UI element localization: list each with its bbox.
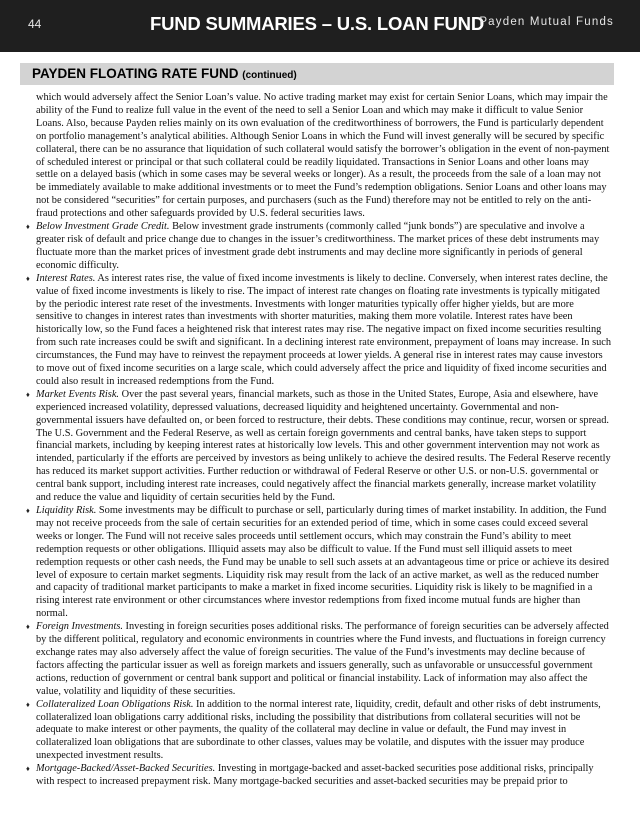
body-text [36, 92, 612, 789]
continued-label: (continued) [242, 70, 297, 81]
risk-text: Investing in foreign securities poses additional risks. The performance of foreign securities can be adversely affected by the different political, regulatory and economic environments in countries where the Fund invests, and fluctuations in foreign currency exchange rates may also adversely affect the value of foreign securities. The value of the Fund’s investments may decline because of factors affecting the particular issuer as well as foreign markets and issuers generally, such as unfavorable or unsuccessful government actions, reduction of government or central bank support and political or financial instability. Lack of information may also affect the value, volatility and liquidity of these securities. [36, 621, 609, 697]
risk-item-mbs-abs [36, 763, 612, 789]
risk-heading: Market Events Risk. [36, 388, 120, 400]
risk-heading: Collateralized Loan Obligations Risk. [36, 698, 194, 710]
risk-heading: Foreign Investments. [36, 621, 123, 633]
risk-heading: Below Investment Grade Credit. [36, 221, 170, 233]
risk-item-below-investment-grade [36, 221, 612, 273]
risk-text: Below investment grade instruments (commonly called “junk bonds”) are speculative and involve a greater risk of default and price change due to changes in the issuer’s creditworthiness. The market prices of these debt instruments may fluctuate more than the market prices of investment grade debt instruments and may decline more significantly in periods of general economic difficulty. [36, 221, 600, 271]
intro-paragraph: which would adversely affect the Senior Loan’s value. No active trading market may exist for certain Senior Loans, which may impair the ability of the Fund to realize full value in the event of the need to sell a Senior Loan and which may make it difficult to value Senior Loans. Also, because Payden relies mainly on its own evaluation of the creditworthiness of borrowers, the Fund is particularly dependent on portfolio management’s analytical abilities. Although Senior Loans in which the Fund will invest generally will be secured by specific collateral, there can be no assurance that liquidation of such collateral would satisfy the borrower’s obligation in the event of non-payment of scheduled interest or principal or that such collateral could be readily liquidated. Transactions in Senior Loans and other loans may settle on a delayed basis (which in some cases may be several weeks or longer). As a result, the proceeds from the sale of a loan may not be immediately available to make additional investments or to meet the Fund’s redemption obligations. Senior Loans and other loans may not be considered “securities” for certain purposes, and purchasers (such as the Fund) therefore may not be entitled to rely on the anti-fraud protections and other safeguards provided by U.S. federal securities laws. [36, 92, 610, 220]
risk-text: Investing in mortgage-backed and asset-backed securities pose additional risks, principally with respect to increased prepayment risk. Many mortgage-backed securities and asset-backed securities may be prepaid prior to [36, 763, 594, 788]
section-title [32, 66, 297, 81]
risk-heading: Liquidity Risk. [36, 505, 97, 516]
risk-text: Over the past several years, financial markets, such as those in the United States, Europe, Asia and elsewhere, have experienced increased volatility, depressed valuations, decreased liquidity and heightened uncertainty. Governmental and non-governmental issuers have defaulted on, or been forced to restructure, their debts. These conditions may continue, recur, worsen or spread. The U.S. Government and the Federal Reserve, as well as certain foreign governments and central banks, have taken steps to support financial markets, including by keeping interest rates at historically low levels. This and other government intervention may not work as intended, particularly if the efforts are perceived by investors as being unlikely to achieve the desired results. The Federal Reserve recently has reduced its market support activities. Further reduction or withdrawal of Federal Reserve or other U.S. or non-U.S. governmental or central bank support, including interest rate increases, could negatively affect the financial markets generally, increase market volatility and reduce the value and liquidity of certain securities held by the Fund. [36, 388, 611, 504]
risk-item-clo [36, 699, 612, 764]
risk-text: As interest rates rise, the value of fixed income investments is likely to decline. Conversely, when interest rates decline, the value of fixed income investments is likely to rise. The impact of interest rate changes on floating rate investments is typically mitigated by the periodic interest rate reset of the investments. Investments with longer maturities typically offer higher yields, but are more sensitive to changes in interest rates than investments with shorter maturities, making them more volatile. Interest rates have been historically low, so the Fund faces a heightened risk that interest rates may rise. The negative impact on fixed income securities resulting from such rate increases could be swift and significant. In a declining interest rate environment, prepayment of loans may increase. In such circumstances, the Fund may have to reinvest the repayment proceeds at lower yields. A general rise in interest rates may cause investors to move out of fixed income securities on a large scale, which could adversely affect the price and liquidity of fixed income securities and could also result in increased redemptions from the Fund. [36, 272, 612, 387]
risk-item-interest-rates [36, 273, 612, 389]
page-number: 44 [28, 17, 42, 31]
risk-item-liquidity [36, 505, 612, 621]
risk-item-market-events [36, 389, 612, 505]
risk-item-foreign-investments [36, 621, 612, 698]
page-header [0, 0, 640, 52]
risk-heading: Mortgage-Backed/Asset-Backed Securities. [36, 763, 216, 775]
fund-name: PAYDEN FLOATING RATE FUND [32, 66, 239, 81]
brand-name: Payden Mutual Funds [479, 16, 614, 28]
header-title: FUND SUMMARIES – U.S. LOAN FUND [150, 13, 484, 34]
section-header [20, 63, 614, 85]
risk-heading: Interest Rates. [36, 272, 96, 284]
risk-text: In addition to the normal interest rate, liquidity, credit, default and other risks of debt instruments, collateralized loan obligations carry additional risks, including the possibility that distributions from collateral securities will not be adequate to make interest or other payments, the quality of the collateral may decline in value or default, the Fund may invest in collateralized loan obligations that are subordinate to other classes, values may be volatile, and disputes with the issuer may produce unexpected investment results. [36, 698, 601, 762]
risk-text: Some investments may be difficult to purchase or sell, particularly during times of market instability. In addition, the Fund may not receive proceeds from the sale of certain securities for an extended period of time, which in some cases could exceed several weeks or longer. The Fund will not receive sales proceeds until settlement occurs, which may constrain the Fund’s ability to meet redemption requests or other obligations. Illiquid assets may also be difficult to value. If the Fund must sell illiquid assets to meet redemption requests or other cash needs, the Fund may be unable to sell such assets at an advantageous time or price or achieve its desired level of exposure to certain market segments. Liquidity risk may result from the lack of an active market, as well as the reduced number and capacity of traditional market participants to make a market in fixed income securities. Liquidity risk is likely to be magnified in a rising interest rate environment or other circumstances where investor redemptions from fixed income mutual funds are higher than normal. [36, 505, 610, 620]
